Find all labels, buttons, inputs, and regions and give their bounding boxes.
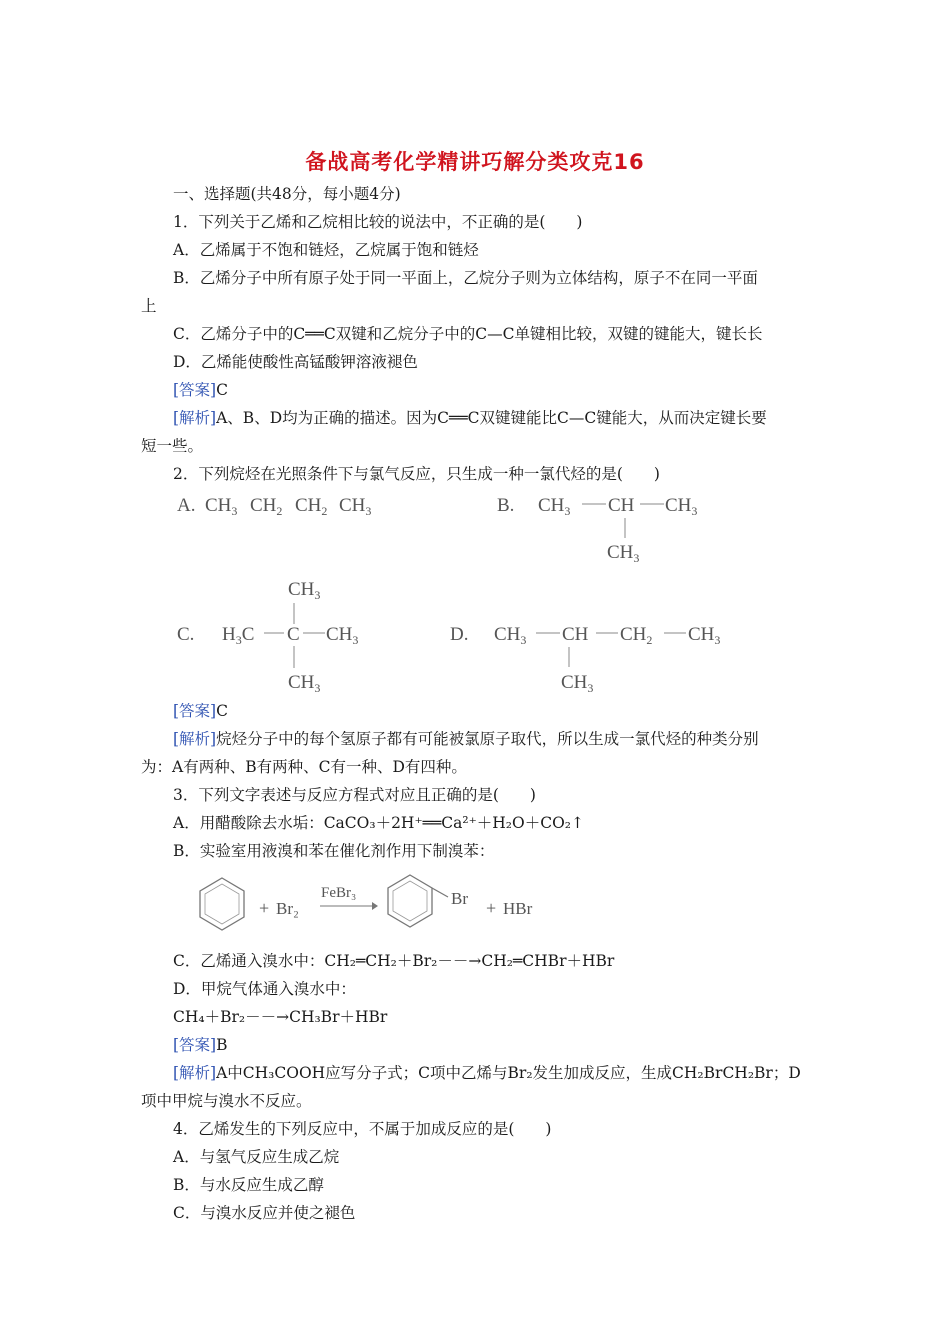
svg-text:CH3: $CH_3$ [288,579,321,602]
svg-text:HBr: HBr [503,899,533,918]
svg-text:CH3: $CH_3$ [665,495,698,518]
svg-text:D.: D. [450,624,469,645]
svg-text:CH3: $CH_3$ [339,495,372,518]
q4-stem: 4．乙烯发生的下列反应中，不属于加成反应的是( ) [173,1120,552,1138]
svg-text:CH3: $CH_3$ [607,542,640,565]
q4-option-c: C．与溴水反应并使之褪色 [173,1204,356,1222]
svg-text:C.: C. [177,624,195,645]
page-title: 备战高考化学精讲巧解分类攻克16 [305,150,645,174]
q3-option-a: A．用醋酸除去水垢：CaCO₃＋2H⁺══Ca²⁺＋H₂O＋CO₂↑ [173,814,585,832]
svg-text:CH3: $CH_3$ [561,672,594,695]
section-heading: 一、选择题(共48分，每小题4分) [173,185,401,203]
q3-option-d-equation: CH₄＋Br₂－－→CH₃Br＋HBr [173,1008,388,1026]
q3-option-c: C．乙烯通入溴水中：CH₂═CH₂＋Br₂－－→CH₂═CHBr＋HBr [173,952,615,970]
q1-analysis-cont: 短一些。 [141,437,204,455]
svg-text:CH3: $CH_3$ [688,624,721,647]
svg-text:H3C: $H_3C$ [222,624,255,647]
q3-option-d: D．甲烷气体通入溴水中： [173,980,356,998]
q1-option-b-cont: 上 [141,297,157,315]
q1-stem: 1．下列关于乙烯和乙烷相比较的说法中，不正确的是( ) [173,213,583,231]
q1-option-d: D．乙烯能使酸性高锰酸钾溶液褪色 [173,353,418,371]
analysis-tag: [解析] [173,1064,217,1082]
q4-option-a: A．与氢气反应生成乙烷 [173,1148,340,1166]
reaction-arrow-icon [372,902,378,910]
svg-text:A.: A. [177,495,196,516]
q3-analysis [173,1063,801,1083]
svg-text:+: + [259,898,270,918]
benzene-ring-icon [200,878,244,930]
q4-option-b: B．与水反应生成乙醇 [173,1176,324,1194]
svg-text:CH3: $CH_3$ [538,495,571,518]
answer-value: C [216,381,228,399]
svg-text:CH2: $CH_2$ [295,495,328,518]
analysis-tag: [解析] [173,409,217,427]
q3-benzene-reaction [200,875,533,930]
svg-text:C: C [287,624,300,645]
answer-value: B [216,1036,228,1054]
svg-text:CH: CH [608,495,635,516]
bromobenzene-ring-icon [388,875,432,927]
q2-analysis-cont: 为：A有两种、B有两种、C有一种、D有四种。 [141,758,467,776]
q1-option-b: B．乙烯分子中所有原子处于同一平面上，乙烷分子则为立体结构，原子不在同一平面 [173,269,758,287]
svg-text:CH: CH [562,624,589,645]
q2-option-a-structure [177,495,371,518]
svg-text:CH3: $CH_3$ [288,672,321,695]
svg-text:CH3: $CH_3$ [494,624,527,647]
analysis-tag: [解析] [173,730,217,748]
answer-tag: [答案] [173,381,217,399]
q2-stem: 2．下列烷烃在光照条件下与氯气反应，只生成一种一氯代烃的是( ) [173,465,660,483]
answer-value: C [216,702,228,720]
svg-text:CH2: $CH_2$ [250,495,283,518]
svg-text:CH2: $CH_2$ [620,624,653,647]
q3-stem: 3．下列文字表述与反应方程式对应且正确的是( ) [173,786,536,804]
q2-option-d-structure [450,624,720,695]
answer-tag: [答案] [173,1036,217,1054]
svg-text:+: + [486,898,497,918]
q1-option-c: C．乙烯分子中的C══C双键和乙烷分子中的C—C单键相比较，双键的键能大，键长长 [173,325,763,343]
analysis-text: A中CH₃COOH应写分子式；C项中乙烯与Br₂发生加成反应，生成CH₂BrCH₂Br；D [216,1064,801,1082]
analysis-text: 烷烃分子中的每个氢原子都有可能被氯原子取代，所以生成一氯代烃的种类分别 [216,730,759,748]
answer-tag: [答案] [173,702,217,720]
svg-text:CH3: $CH_3$ [205,495,238,518]
q2-answer [173,701,228,721]
svg-text:FeBr₃: FeBr₃ [321,885,357,901]
analysis-text: A、B、D均为正确的描述。因为C══C双键键能比C—C键能大，从而决定键长要 [216,409,767,427]
q3-analysis-cont: 项中甲烷与溴水不反应。 [141,1092,312,1110]
q2-option-b-structure [497,495,697,565]
q1-option-a: A．乙烯属于不饱和链烃，乙烷属于饱和链烃 [173,241,479,259]
q3-answer [173,1035,228,1055]
svg-text:CH3: $CH_3$ [326,624,359,647]
q2-option-c-structure [177,579,358,695]
svg-text:Br: Br [451,889,468,908]
svg-text:B.: B. [497,495,515,516]
svg-text:Br₂: Br₂ [276,899,299,918]
q2-analysis [173,729,759,749]
q3-option-b: B．实验室用液溴和苯在催化剂作用下制溴苯： [173,842,495,860]
